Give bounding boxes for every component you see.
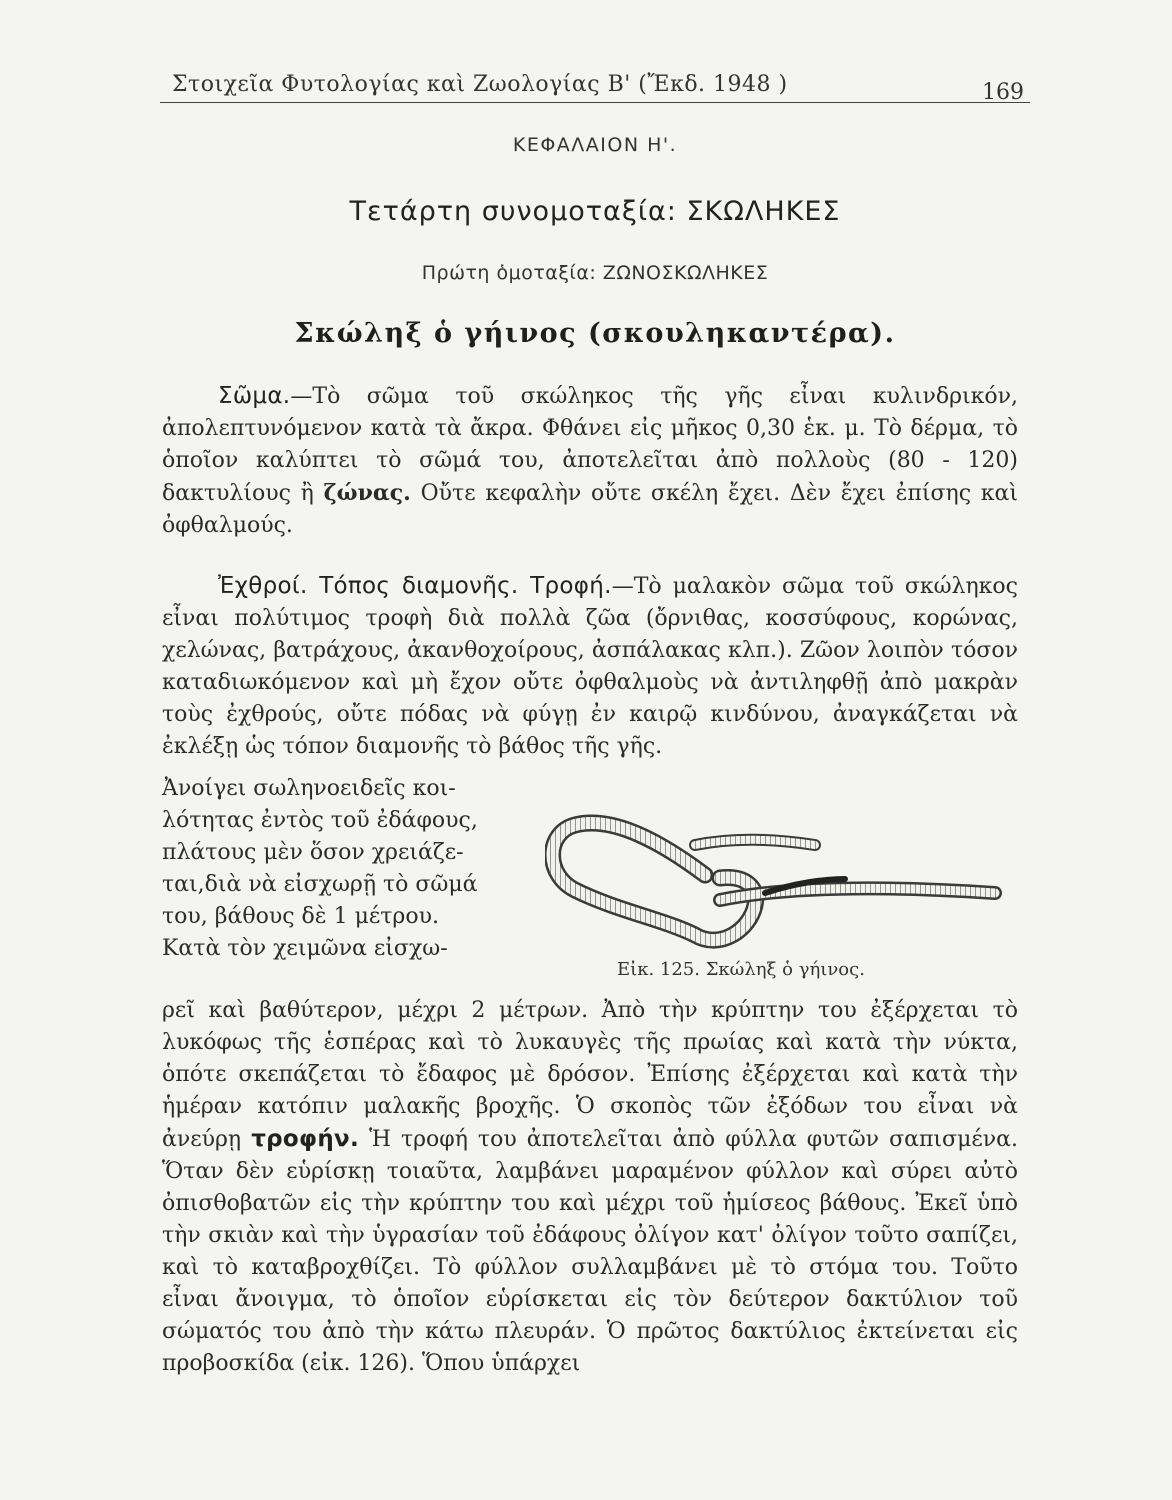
species-title: Σκώληξ ὁ γήινος (σκουληκαντέρα). (294, 318, 896, 349)
food-text-a: ρεῖ καὶ βαθύτερον, μέχρι 2 μέτρων. Ἀπὸ τὴν κρύπτην του ἐξέρχεται τὸ λυκόφως τῆς ἑσπέρας καὶ τὸ λυκαυγὲς τῆς πρωίας καὶ κατὰ τὴν νύκτα, ὁπότε σκεπάζεται τὸ ἔδαφος μὲ δρόσον. Ἐπίσης ἐξέρχεται καὶ κατὰ τὴν ἡμέραν κατόπιν μαλακῆς βροχῆς. Ὁ σκοπὸς τῶν ἐξόδων του εἶναι νὰ ἀνεύρῃ (162, 998, 1018, 1152)
order-title: Πρώτη ὁμοταξία: ΖΩΝΟΣΚΩΛΗΚΕΣ (421, 262, 769, 284)
class-title: Τετάρτη συνομοταξία: ΣΚΩΛΗΚΕΣ (349, 196, 841, 227)
running-title: Στοιχεῖα Φυτολογίας καὶ Ζωολογίας Β' (Ἔκδ. 1948 ) (172, 72, 788, 97)
burrow-paragraph (162, 773, 492, 965)
burrow-line: Ἀνοίγει σωληνοειδεῖς κοι- (162, 776, 456, 801)
figure-caption: Εἰκ. 125. Σκώληξ ὁ γήινος. (617, 959, 865, 980)
burrow-line: πλάτους μὲν ὅσον χρειάζε- (162, 840, 464, 865)
section-enemies (162, 570, 1018, 771)
enemies-text: —Τὸ μαλακὸν σῶμα τοῦ σκώληκος εἶναι πολύτιμος τροφὴ διὰ πολλὰ ζῶα (ὄρνιθας, κοσσύφους, κορώνας, χελώνας, βατράχους, ἀκανθοχοίρους, ἀσπάλακας κλπ.). Ζῶον λοιπὸν τόσον καταδιωκόμενον καὶ μὴ ἔχον οὔτε ὀφθαλμοὺς νὰ ἀντιληφθῇ ἀπὸ μακρὰν τοὺς ἐχθρούς, οὔτε πόδας νὰ φύγῃ ἐν καιρῷ κινδύνου, ἀναγκάζεται νὰ ἐκλέξῃ ὡς τόπον διαμονῆς τὸ βάθος τῆς γῆς. (162, 574, 1018, 759)
burrow-line: του, βάθους δὲ 1 μέτρου. (162, 904, 439, 929)
body-text-end: Οὔτε κεφαλὴν οὔτε σκέλη ἔχει. Δὲν ἔχει ἐπίσης καὶ ὀφθαλμούς. (162, 481, 1018, 538)
burrow-line: λότητας ἐντὸς τοῦ ἐδάφους, (162, 808, 478, 833)
body-text: —Τὸ σῶμα τοῦ σκώληκος τῆς γῆς εἶναι κυλινδρικόν, ἀπολεπτυνόμενον κατὰ τὰ ἄκρα. Φθάνει εἰς μῆκος 0,30 ἑκ. μ. Τὸ δέρμα, τὸ ὁποῖον καλύπτει τὸ σῶμά του, ἀποτελεῖται ἀπὸ πολλοὺς (80 - 120) δακτυλίους ἢ (162, 384, 1018, 506)
emphasis-zones: ζώνας. (323, 480, 411, 506)
paragraph-food (162, 995, 1018, 1380)
section-heading-enemies: Ἐχθροί. Τόπος διαμονῆς. Τροφή. (218, 573, 612, 599)
section-heading-body: Σῶμα. (218, 383, 291, 409)
paragraph-body (162, 380, 1018, 542)
burrow-line: ται,διὰ νὰ εἰσχωρῇ τὸ σῶμά (162, 872, 478, 897)
chapter-label: ΚΕΦΑΛΑΙΟΝ Η'. (512, 134, 678, 156)
page-number: 169 (982, 80, 1024, 105)
section-body (162, 380, 1018, 550)
page-header (160, 68, 1030, 103)
burrow-line: Κατὰ τὸν χειμῶνα εἰσχω- (162, 936, 448, 961)
emphasis-food: τροφήν. (251, 1126, 359, 1152)
section-food-continued (162, 995, 1018, 1380)
earthworm-illustration (545, 775, 1015, 955)
paragraph-enemies (162, 570, 1018, 763)
food-text-b: Ἡ τροφή του ἀποτελεῖται ἀπὸ φύλλα φυτῶν σαπισμένα. Ὅταν δὲν εὑρίσκῃ τοιαῦτα, λαμβάνει μαραμένον φύλλον καὶ σύρει αὐτὸ ὀπισθοβατῶν εἰς τὴν κρύπτην του καὶ μέχρι τοῦ ἡμίσεος βάθους. Ἐκεῖ ὑπὸ τὴν σκιὰν καὶ τὴν ὑγρασίαν τοῦ ἐδάφους ὀλίγον κατ' ὀλίγον τοῦτο σαπίζει, καὶ τὸ καταβροχθίζει. Τὸ φύλλον συλλαμβάνει μὲ τὸ στόμα του. Τοῦτο εἶναι ἄνοιγμα, τὸ ὁποῖον εὑρίσκεται εἰς τὸν δεύτερον δακτύλιον τοῦ σώματός του ἀπὸ τὴν κάτω πλευράν. Ὁ πρῶτος δακτύλιος ἐκτείνεται εἰς προβοσκίδα (εἰκ. 126). Ὅπου ὑπάρχει (162, 1127, 1018, 1376)
figure-earthworm (545, 775, 1015, 990)
